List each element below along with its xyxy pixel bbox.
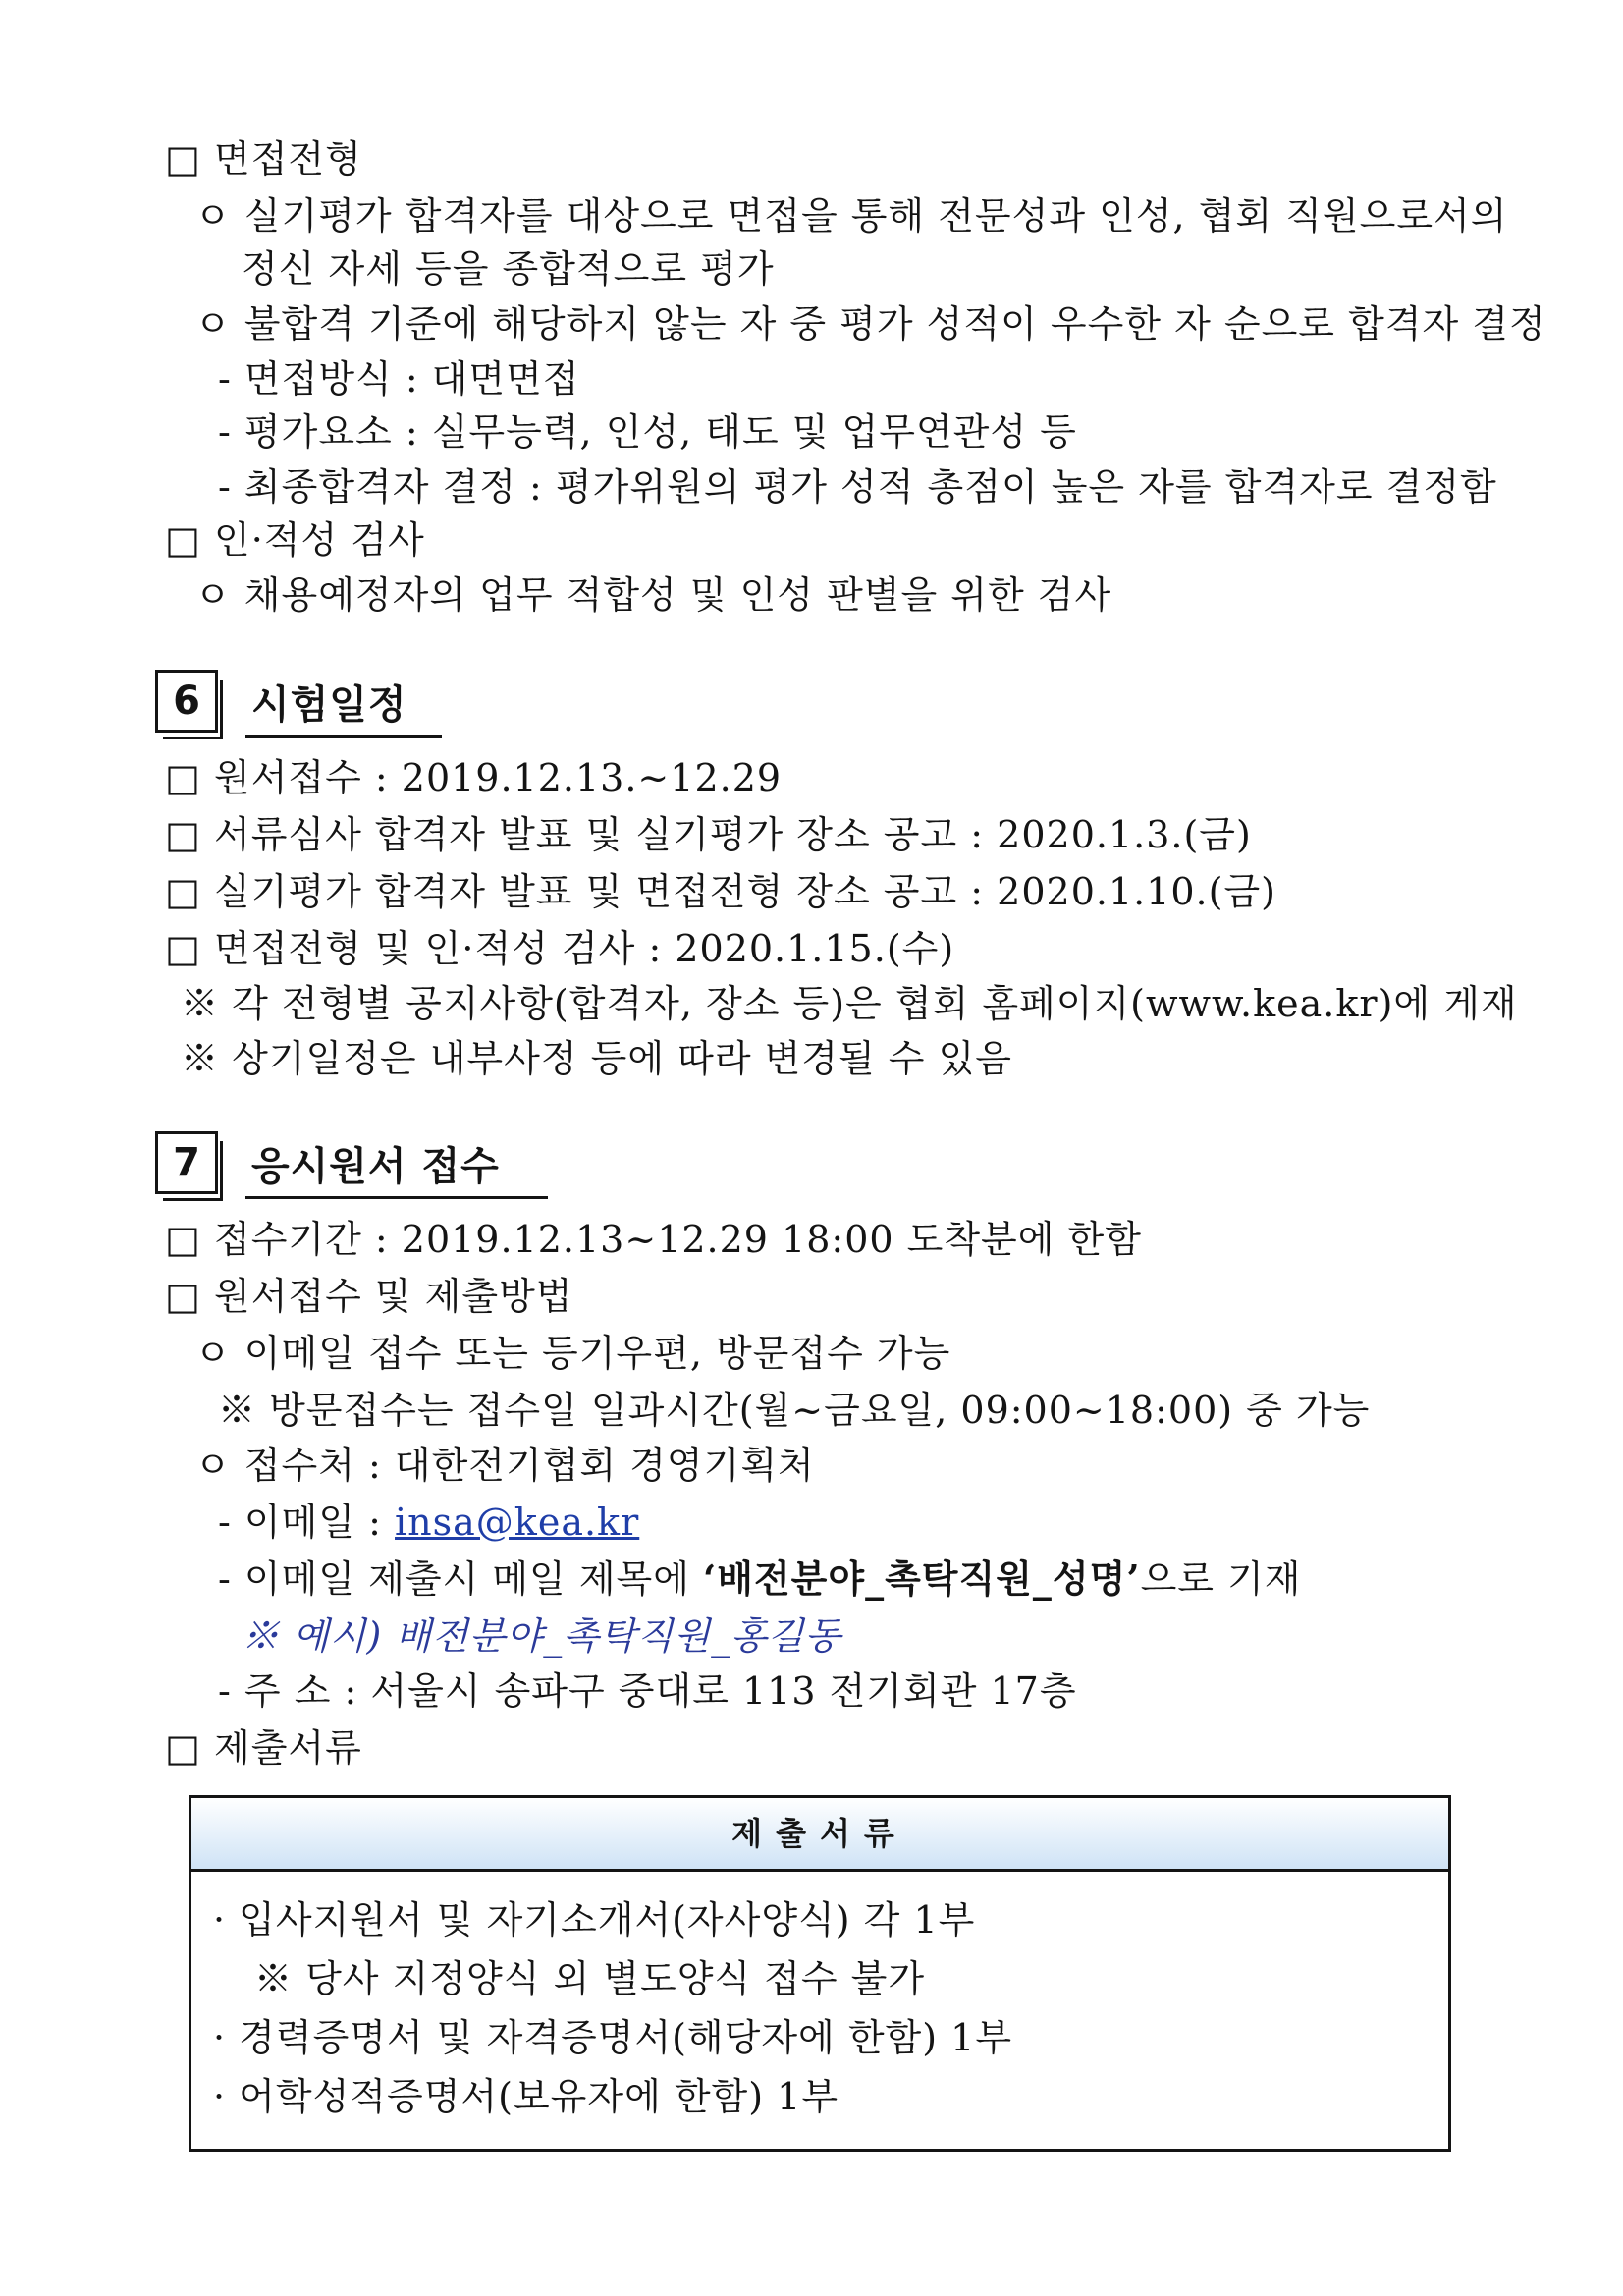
section-number: 6 xyxy=(155,670,218,733)
application-period: □ 접수기간 : 2019.12.13~12.29 18:00 도착분에 한함 xyxy=(165,1218,1142,1261)
heading-interview: □ 면접전형 xyxy=(165,137,362,181)
email-subject-prefix: - 이메일 제출시 메일 제목에 xyxy=(218,1558,704,1601)
item-final-decision: - 최종합격자 결정 : 평가위원의 평가 성적 총점이 높은 자를 합격자로 결정함 xyxy=(218,465,1497,509)
bullet-pass-criteria: ㅇ 불합격 기준에 해당하지 않는 자 중 평가 성적이 우수한 자 순으로 합격자 결정 xyxy=(194,302,1546,346)
section-underline xyxy=(245,1196,548,1199)
email-subject-suffix: 으로 기재 xyxy=(1140,1558,1302,1601)
bullet-submission-ways: ㅇ 이메일 접수 또는 등기우편, 방문접수 가능 xyxy=(194,1332,951,1375)
item-address: - 주 소 : 서울시 송파구 중대로 113 전기회관 17층 xyxy=(218,1669,1077,1713)
schedule-document-result: □ 서류심사 합격자 발표 및 실기평가 장소 공고 : 2020.1.3.(금) xyxy=(165,813,1252,856)
item-email-subject xyxy=(218,1554,1302,1605)
schedule-application: □ 원서접수 : 2019.12.13.~12.29 xyxy=(165,756,783,799)
schedule-practical-result: □ 실기평가 합격자 발표 및 면접전형 장소 공고 : 2020.1.10.(금) xyxy=(165,870,1276,913)
note-visit-hours: ※ 방문접수는 접수일 일과시간(월~금요일, 09:00~18:00) 중 가능 xyxy=(218,1389,1371,1432)
item-email xyxy=(218,1497,639,1548)
bullet-aptitude-desc: ㅇ 채용예정자의 업무 적합성 및 인성 판별을 위한 검사 xyxy=(194,574,1112,617)
item-eval-factors: - 평가요소 : 실무능력, 인성, 태도 및 업무연관성 등 xyxy=(218,410,1077,454)
doc-item-application: · 입사지원서 및 자기소개서(자사양식) 각 1부 xyxy=(213,1898,976,1941)
item-interview-method: - 면접방식 : 대면면접 xyxy=(218,357,580,401)
section-title: 응시원서 접수 xyxy=(251,1144,500,1189)
bullet-receiving-office: ㅇ 접수처 : 대한전기협회 경영기획처 xyxy=(194,1444,815,1487)
doc-item-career: · 경력증명서 및 자격증명서(해당자에 한함) 1부 xyxy=(213,2016,1013,2059)
section-underline xyxy=(245,735,442,738)
heading-aptitude-test: □ 인·적성 검사 xyxy=(165,519,425,562)
doc-item-language: · 어학성적증명서(보유자에 한함) 1부 xyxy=(213,2075,839,2118)
schedule-interview: □ 면접전형 및 인·적성 검사 : 2020.1.15.(수) xyxy=(165,927,955,970)
bullet-interview-desc-cont: 정신 자세 등을 종합적으로 평가 xyxy=(242,247,775,291)
heading-submission-method: □ 원서접수 및 제출방법 xyxy=(165,1275,573,1318)
email-link[interactable]: insa@kea.kr xyxy=(395,1501,640,1544)
doc-note-form: ※ 당사 지정양식 외 별도양식 접수 불가 xyxy=(254,1957,926,2000)
section-number: 7 xyxy=(155,1131,218,1194)
section-title: 시험일정 xyxy=(251,683,407,728)
bullet-interview-desc: ㅇ 실기평가 합격자를 대상으로 면접을 통해 전문성과 인성, 협회 직원으로서의 xyxy=(194,194,1508,238)
heading-required-documents: □ 제출서류 xyxy=(165,1726,362,1770)
box-header: 제출서류 xyxy=(191,1798,1448,1872)
note-schedule-change: ※ 상기일정은 내부사정 등에 따라 변경될 수 있음 xyxy=(181,1037,1013,1080)
email-label: - 이메일 : xyxy=(218,1501,396,1544)
note-announcement: ※ 각 전형별 공지사항(합격자, 장소 등)은 협회 홈페이지(www.kea.kr)에 게재 xyxy=(181,982,1518,1025)
note-subject-example: ※ 예시) 배전분야_촉탁직원_홍길동 xyxy=(242,1614,842,1658)
required-documents-box xyxy=(189,1795,1451,2152)
email-subject-format: ‘배전분야_촉탁직원_성명’ xyxy=(703,1557,1141,1601)
